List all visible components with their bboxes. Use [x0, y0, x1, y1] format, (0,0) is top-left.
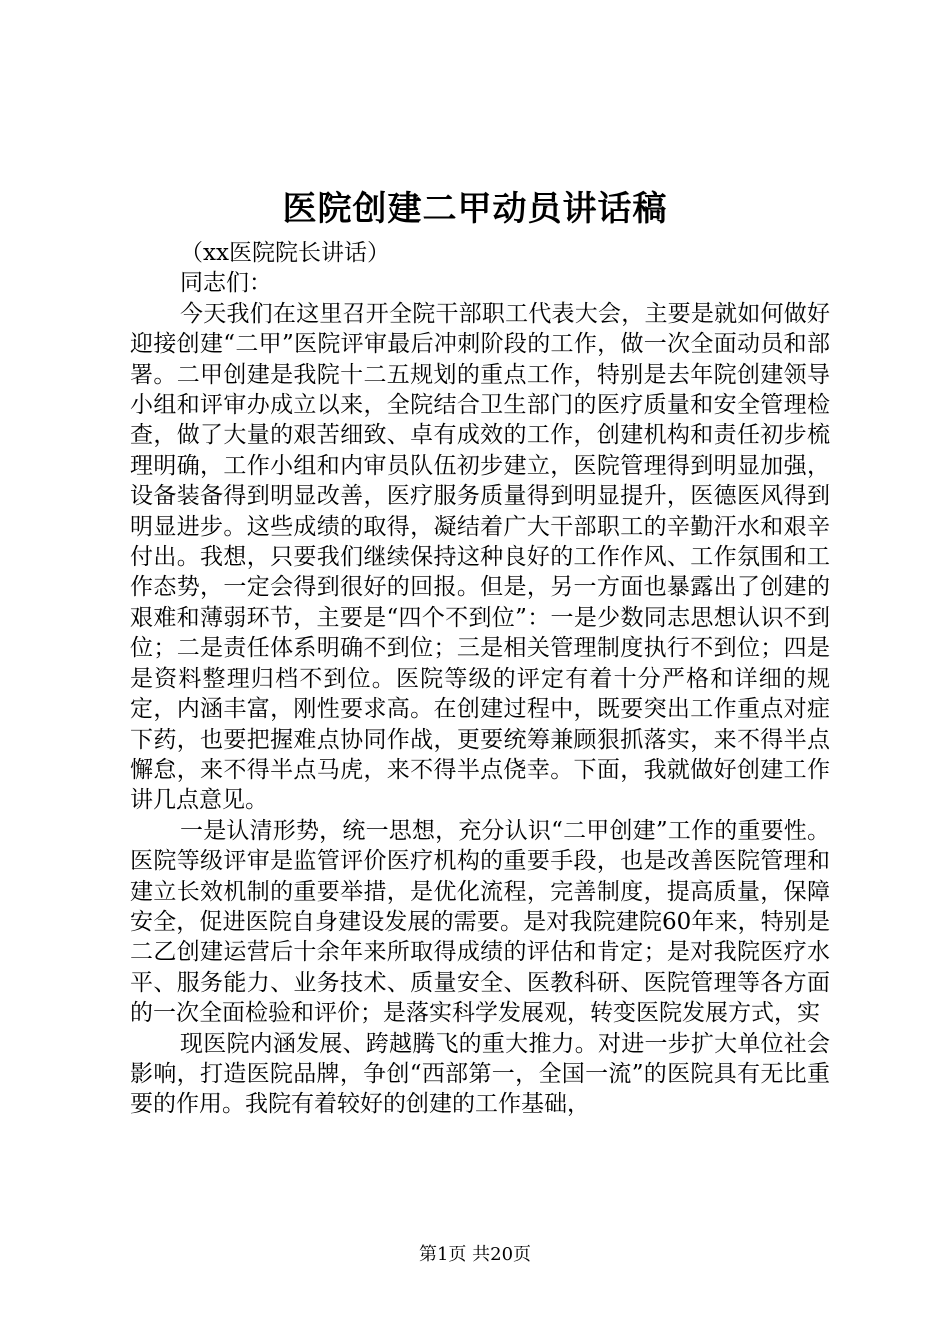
- body-paragraph: 现医院内涵发展、跨越腾飞的重大推力。对进一步扩大单位社会影响，打造医院品牌，争创“西部第一，全国一流”的医院具有无比重要的作用。我院有着较好的创建的工作基础，: [130, 1030, 830, 1118]
- body-paragraph: 今天我们在这里召开全院干部职工代表大会，主要是就如何做好迎接创建“二甲”医院评审最后冲刺阶段的工作，做一次全面动员和部署。二甲创建是我院十二五规划的重点工作，特别是去年院创建领导小组和评审办成立以来，全院结合卫生部门的医疗质量和安全管理检查，做了大量的艰苦细致、卓有成效的工作，创建机构和责任初步梳理明确，工作小组和内审员队伍初步建立，医院管理得到明显加强，设备装备得到明显改善，医疗服务质量得到明显提升，医德医风得到明显进步。这些成绩的取得，凝结着广大干部职工的辛勤汗水和艰辛付出。我想，只要我们继续保持这种良好的工作作风、工作氛围和工作态势，一定会得到很好的回报。但是，另一方面也暴露出了创建的艰难和薄弱环节，主要是“四个不到位”：一是少数同志思想认识不到位；二是责任体系明确不到位；三是相关管理制度执行不到位；四是是资料整理归档不到位。医院等级的评定有着十分严格和详细的规定，内涵丰富，刚性要求高。在创建过程中，既要突出工作重点对症下药，也要把握难点协同作战，更要统筹兼顾狠抓落实，来不得半点懈怠，来不得半点马虎，来不得半点侥幸。下面，我就做好创建工作讲几点意见。: [130, 300, 830, 814]
- document-subtitle: （xx医院院长讲话）: [180, 240, 390, 266]
- body-paragraph: 一是认清形势，统一思想，充分认识“二甲创建”工作的重要性。医院等级评审是监管评价医疗机构的重要手段，也是改善医院管理和建立长效机制的重要举措，是优化流程，完善制度，提高质量，保障安全，促进医院自身建设发展的需要。是对我院建院60年来，特别是二乙创建运营后十余年来所取得成绩的评估和肯定；是对我院医疗水平、服务能力、业务技术、质量安全、医教科研、医院管理等各方面的一次全面检验和评价；是落实科学发展观，转变医院发展方式，实: [130, 817, 830, 1027]
- page-number-footer: 第1页 共20页: [418, 1244, 532, 1265]
- document-body: [130, 238, 830, 1120]
- salutation: 同志们：: [180, 270, 272, 297]
- document-title: 医院创建二甲动员讲话稿: [282, 189, 668, 229]
